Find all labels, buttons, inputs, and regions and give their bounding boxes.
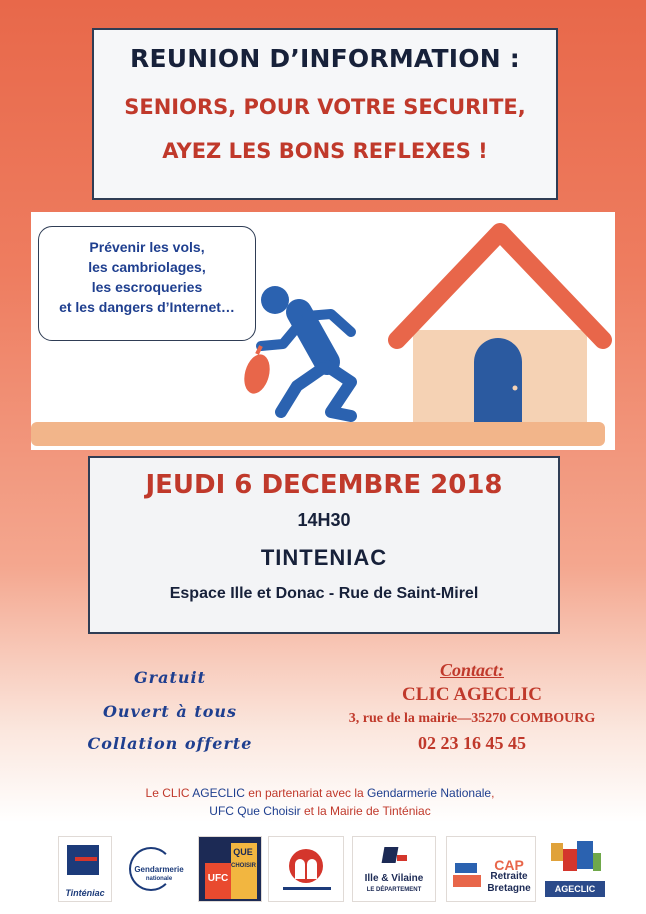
cap-retraite-bretagne-logo: [446, 836, 536, 902]
contact-address: 3, rue de la mairie—35270 COMBOURG: [348, 711, 596, 726]
event-date: JEUDI 6 DECEMBRE 2018: [145, 470, 503, 500]
ageclic-logo: [544, 836, 606, 902]
tinteniac-logo-text: Tinténiac: [65, 888, 105, 898]
tinteniac-logo: [58, 836, 112, 902]
confederation-retraites-logo: [268, 836, 344, 902]
partners-text-part: Le CLIC: [145, 786, 193, 800]
cap-logo-text: CAP: [494, 857, 524, 873]
ufc-logo-text: UFC: [207, 873, 229, 884]
ille-vilaine-logo-text: Ille & Vilaine: [364, 873, 424, 884]
gendarmerie-logo: [118, 836, 192, 902]
bubble-line-4: et les dangers d’Internet…: [59, 299, 235, 315]
title-box: [92, 28, 558, 200]
info-snack: Collation offerte: [87, 734, 253, 753]
loot-bag-icon: [240, 346, 274, 396]
ageclic-logo-text: AGECLIC: [545, 881, 605, 897]
page-title: REUNION D’INFORMATION :: [130, 44, 520, 73]
partners-gendarmerie: Gendarmerie Nationale: [367, 786, 492, 800]
partners-line-1: [60, 784, 580, 802]
ille-vilaine-logo-subtext: LE DÉPARTEMENT: [366, 887, 422, 893]
contact-phone: 02 23 16 45 45: [418, 733, 526, 753]
ground-strip: [31, 422, 605, 446]
partners-text: [60, 784, 580, 820]
event-time: 14H30: [297, 510, 351, 530]
ufc-que-choisir-logo: [198, 836, 262, 902]
partners-line-2: [60, 802, 580, 820]
cap-logo-subtext: Retraite: [490, 871, 528, 882]
contact-org: CLIC AGECLIC: [402, 684, 542, 705]
partners-text-part: ,: [491, 786, 495, 800]
partners-ageclic: AGECLIC: [192, 786, 245, 800]
subtitle-line-2: AYEZ LES BONS REFLEXES !: [162, 139, 488, 163]
event-city: TINTENIAC: [260, 545, 388, 570]
cap-logo-subtext-2: Bretagne: [487, 883, 531, 894]
runner-icon: [261, 286, 351, 416]
event-venue: Espace Ille et Donac - Rue de Saint-Mirel: [169, 585, 479, 602]
partners-text-part: et la Mairie de Tinténiac: [300, 804, 431, 818]
bubble-line-3: les escroqueries: [91, 279, 203, 295]
bubble-line-1: Prévenir les vols,: [89, 239, 205, 255]
contact-heading: Contact:: [439, 660, 504, 680]
subtitle-line-1: SENIORS, POUR VOTRE SECURITE,: [124, 95, 526, 119]
ille-vilaine-logo: [352, 836, 436, 902]
event-details-box: [88, 456, 560, 634]
gendarmerie-logo-subtext: nationale: [145, 876, 173, 882]
info-open: Ouvert à tous: [102, 702, 238, 721]
bubble-line-2: les cambriolages,: [88, 259, 206, 275]
ufc-logo-subtext: QUE: [233, 847, 253, 857]
house-icon: [397, 232, 603, 422]
speech-bubble: [38, 226, 256, 341]
partners-text-part: en partenariat avec la: [244, 786, 368, 800]
ufc-logo-subtext-2: CHOISIR: [231, 863, 257, 869]
info-free: Gratuit: [134, 668, 206, 687]
gendarmerie-logo-text: Gendarmerie: [134, 865, 184, 874]
partners-ufc: UFC Que Choisir: [209, 804, 301, 818]
